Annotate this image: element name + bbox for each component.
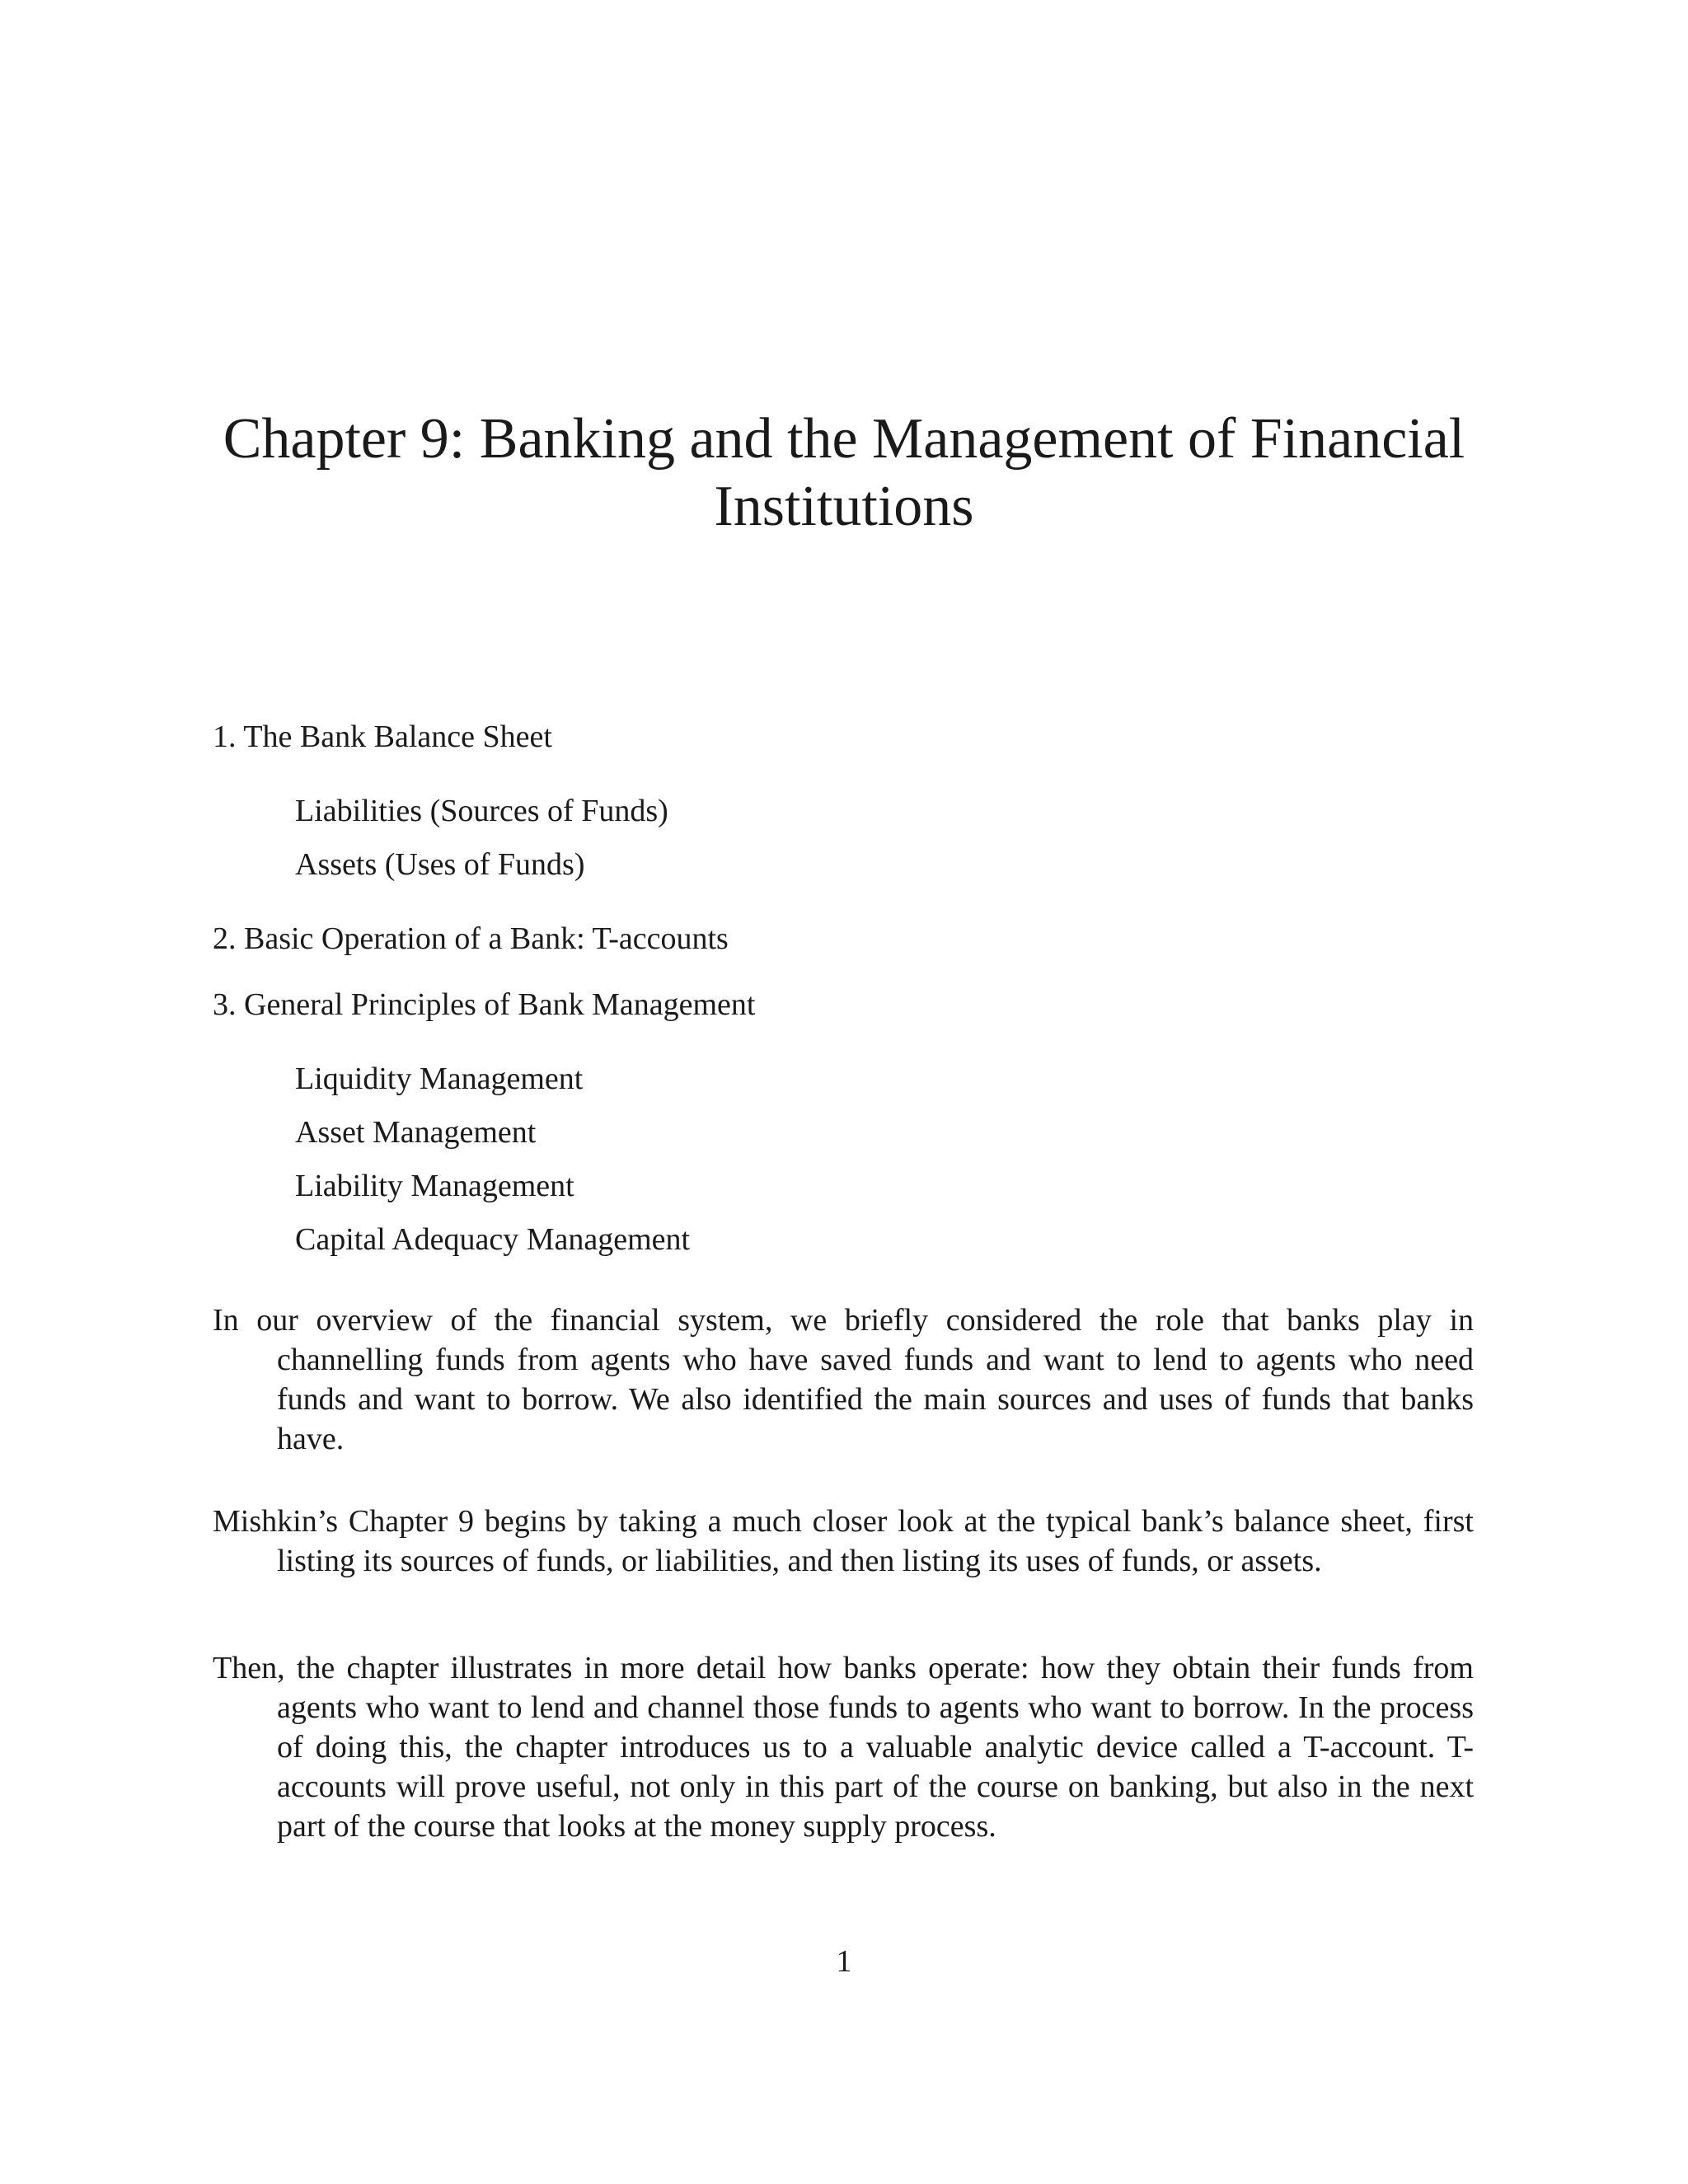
outline-item-1 xyxy=(213,719,552,755)
chapter-title: Chapter 9: Banking and the Management of Financial Institutions xyxy=(223,407,1465,538)
outline-subitem: Liabilities (Sources of Funds) xyxy=(295,794,668,828)
body-paragraph-3: Then, the chapter illustrates in more detail how banks operate: how they obtain their funds from agents who want to lend and channel those funds to agents who want to borrow. In the process of doing this, the chapter introduces us to a valuable analytic device called a T-account. T-accounts will prove useful, not only in this part of the course on banking, but also in the next part of the course that looks at the money supply process. xyxy=(213,1651,1474,1844)
outline-item-number: 2. xyxy=(213,921,237,956)
outline-item-number: 3. xyxy=(213,987,237,1022)
outline-item-3 xyxy=(213,987,755,1023)
outline-subitem: Assets (Uses of Funds) xyxy=(295,847,585,882)
outline-subitem: Asset Management xyxy=(295,1115,537,1150)
outline-item-number: 1. xyxy=(213,719,237,754)
body-paragraph-1: In our overview of the financial system, we briefly considered the role that banks play in channelling funds from agents who have saved funds and want to lend to agents who need funds and want to borrow. We also identified the main sources and uses of funds that banks have. xyxy=(213,1303,1474,1456)
outline-item-2 xyxy=(213,921,729,957)
page-number: 1 xyxy=(836,1944,852,1979)
outline-subitem: Capital Adequacy Management xyxy=(295,1222,691,1257)
body-paragraph-2: Mishkin’s Chapter 9 begins by taking a much closer look at the typical bank’s balance sheet, first listing its sources of funds, or liabilities, and then listing its uses of funds, or assets. xyxy=(213,1504,1474,1578)
outline-subitem: Liquidity Management xyxy=(295,1062,584,1096)
outline-item-label: General Principles of Bank Management xyxy=(244,987,756,1022)
outline-item-label: The Bank Balance Sheet xyxy=(243,719,552,754)
outline-item-label: Basic Operation of a Bank: T-accounts xyxy=(244,921,729,956)
outline-subitem: Liability Management xyxy=(295,1169,574,1203)
